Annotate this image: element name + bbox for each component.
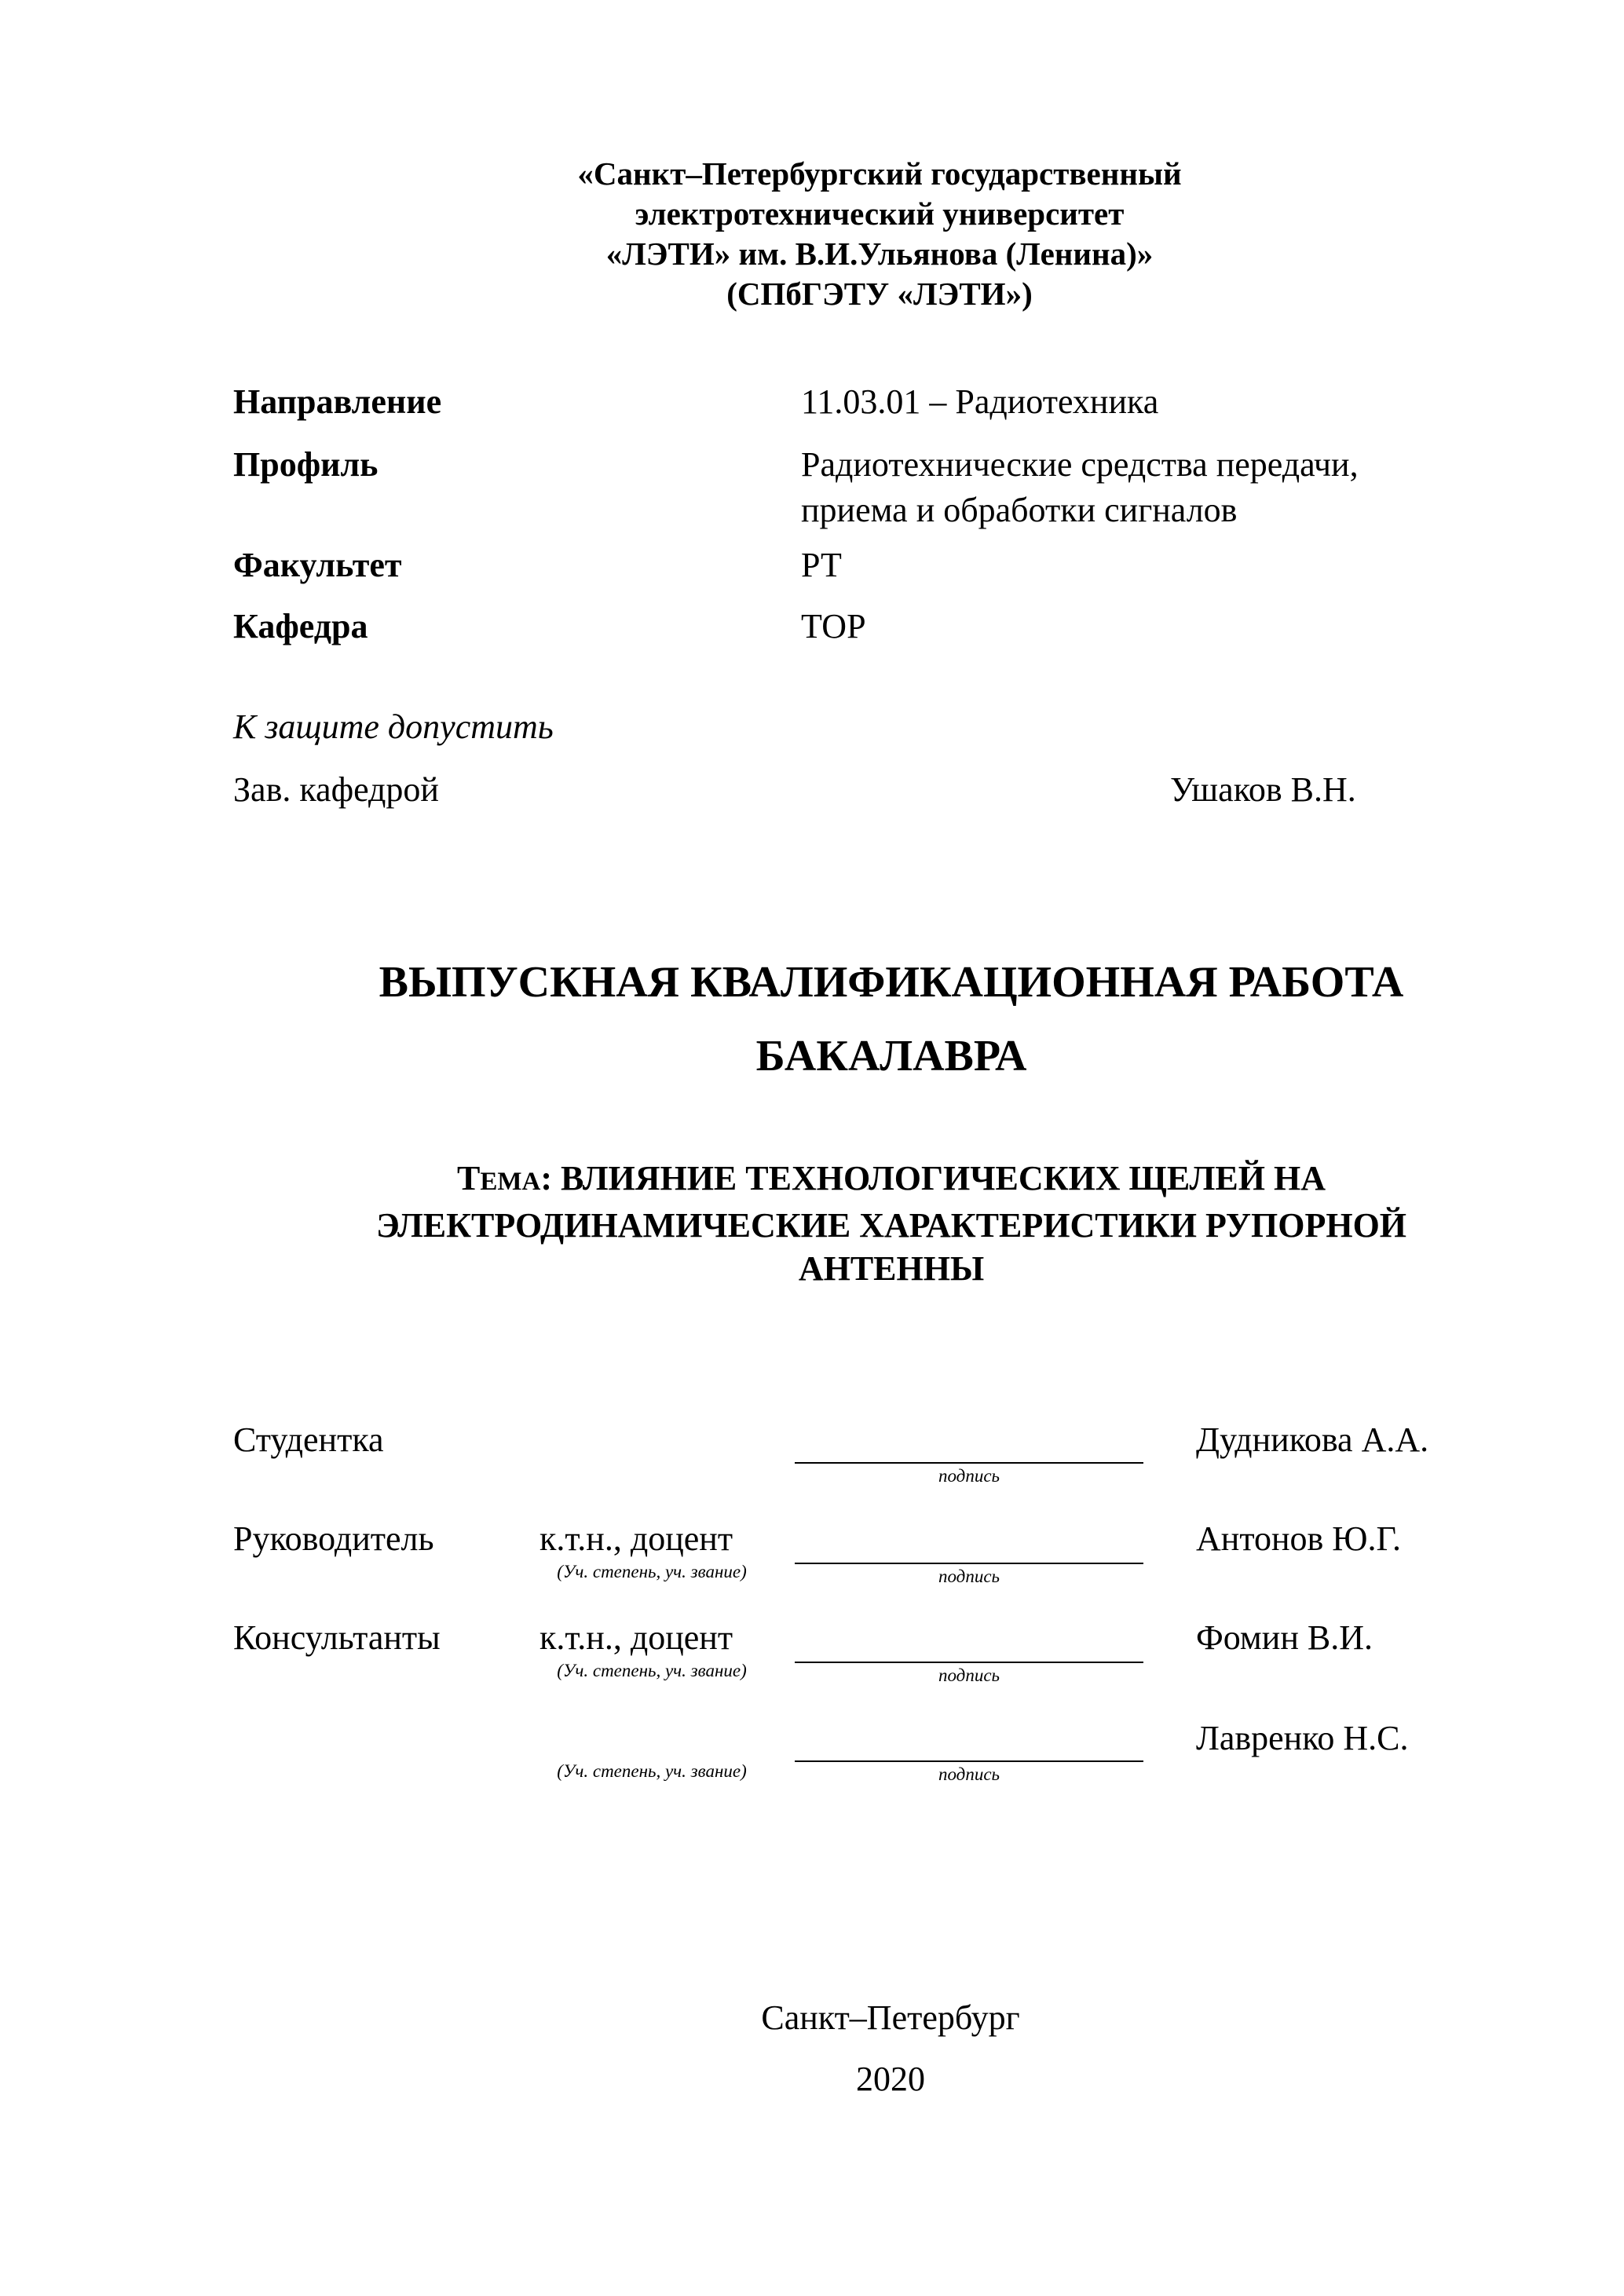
supervisor-degree-hint: (Уч. степень, уч. звание) — [557, 1562, 747, 1581]
topic-separator: : — [540, 1159, 561, 1197]
topic-line-2: ЭЛЕКТРОДИНАМИЧЕСКИЕ ХАРАКТЕРИСТИКИ РУПОРНОЙ — [375, 1206, 1407, 1245]
profile-value-line-1: Радиотехнические средства передачи, — [801, 445, 1359, 484]
university-line-3: «ЛЭТИ» им. В.И.Ульянова (Ленина)» — [605, 236, 1154, 272]
admit-to-defense: К защите допустить — [233, 707, 554, 746]
supervisor-signature-hint: подпись — [938, 1567, 1000, 1586]
head-of-department-label: Зав. кафедрой — [233, 770, 439, 809]
head-of-department-name: Ушаков В.Н. — [1170, 770, 1356, 809]
topic-line-3: АНТЕННЫ — [798, 1249, 985, 1288]
faculty-value: РТ — [801, 546, 842, 584]
topic-text-line-1: ВЛИЯНИЕ ТЕХНОЛОГИЧЕСКИХ ЩЕЛЕЙ НА — [561, 1159, 1326, 1197]
page-title — [236, 945, 1547, 1093]
university-header — [0, 154, 1624, 314]
university-line-2: электротехнический университет — [635, 196, 1125, 232]
student-signature-line — [795, 1462, 1143, 1464]
topic-line-1 — [236, 1157, 1547, 1204]
consultant-2-signature-hint: подпись — [938, 1764, 1000, 1784]
consultant-1-name: Фомин В.И. — [1196, 1618, 1373, 1657]
consultant-1-signature-line — [795, 1662, 1143, 1663]
consultant-2-degree-hint: (Уч. степень, уч. звание) — [557, 1761, 747, 1781]
consultant-1-degree: к.т.н., доцент — [540, 1618, 733, 1657]
topic-label-initial: Т — [457, 1159, 481, 1197]
student-role: Студентка — [233, 1420, 384, 1459]
supervisor-role: Руководитель — [233, 1519, 434, 1558]
faculty-label: Факультет — [233, 546, 402, 584]
consultant-2-signature-line — [795, 1760, 1143, 1762]
consultant-2-name: Лавренко Н.С. — [1196, 1719, 1409, 1757]
consultants-role: Консультанты — [233, 1618, 441, 1657]
university-line-1: «Санкт–Петербургский государственный — [577, 155, 1182, 192]
profile-label: Профиль — [233, 445, 379, 484]
university-line-4: (СПбГЭТУ «ЛЭТИ») — [726, 276, 1033, 312]
supervisor-signature-line — [795, 1563, 1143, 1564]
student-signature-hint: подпись — [938, 1466, 1000, 1486]
direction-value: 11.03.01 – Радиотехника — [801, 382, 1159, 421]
consultant-1-degree-hint: (Уч. степень, уч. звание) — [557, 1661, 747, 1680]
department-label: Кафедра — [233, 607, 368, 645]
supervisor-name: Антонов Ю.Г. — [1196, 1519, 1401, 1558]
profile-value-line-2: приема и обработки сигналов — [801, 491, 1238, 529]
title-line-2: БАКАЛАВРА — [755, 1032, 1027, 1080]
direction-label: Направление — [233, 382, 442, 421]
thesis-topic — [236, 1157, 1547, 1290]
topic-label-rest: ЕМА — [480, 1168, 541, 1196]
department-value: ТОР — [801, 607, 866, 645]
supervisor-degree: к.т.н., доцент — [540, 1519, 733, 1558]
student-name: Дудникова А.А. — [1196, 1420, 1429, 1459]
consultant-1-signature-hint: подпись — [938, 1665, 1000, 1685]
city: Санкт–Петербург — [761, 1998, 1020, 2037]
year: 2020 — [856, 2060, 925, 2098]
title-line-1: ВЫПУСКНАЯ КВАЛИФИКАЦИОННАЯ РАБОТА — [379, 958, 1404, 1007]
